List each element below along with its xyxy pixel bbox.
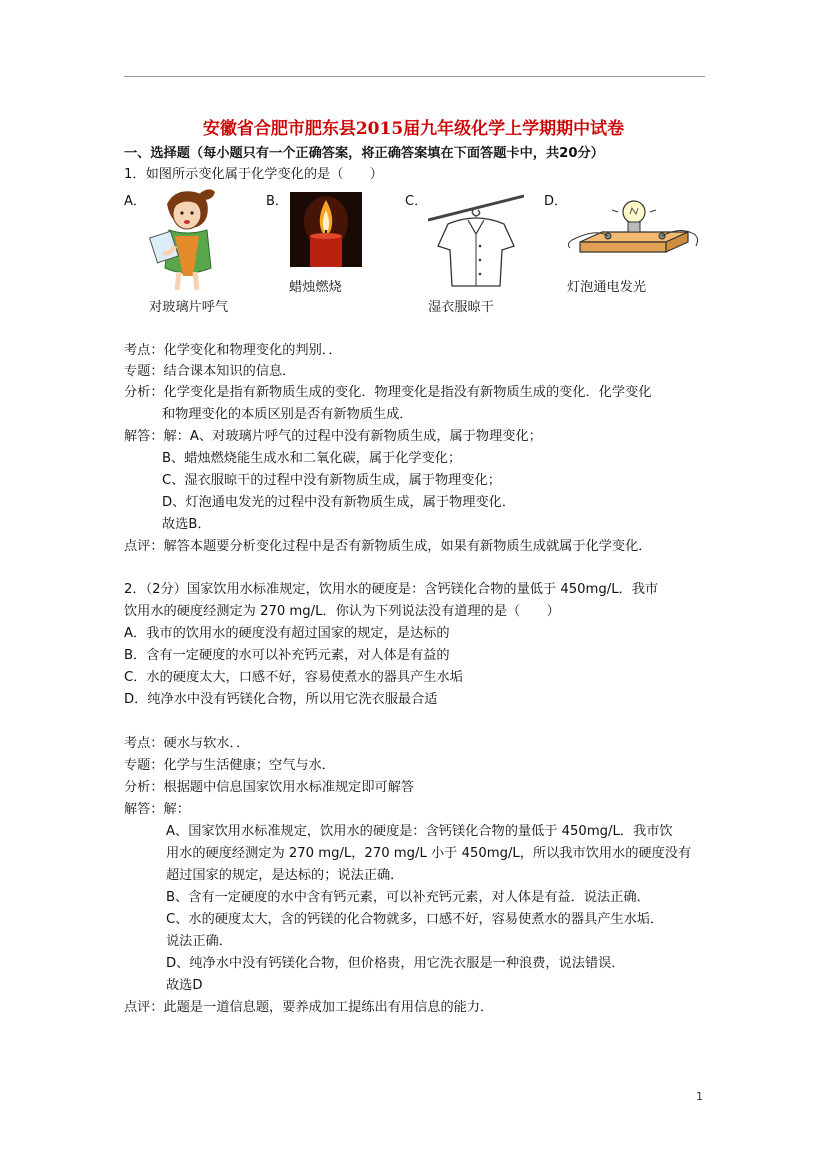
q1-option-a-label: A． — [124, 194, 146, 209]
shirt-on-clothesline-icon — [428, 190, 524, 292]
burning-candle-icon — [290, 192, 362, 267]
q2-stem-line-2: 饮用水的硬度经测定为 270 mg/L．你认为下列说法没有道理的是（ ） — [124, 604, 560, 619]
q2-jieda-line-1: A、国家饮用水标准规定，饮用水的硬度是：含钙镁化合物的量低于 450mg/L．我市饮 — [166, 824, 673, 839]
q1-option-a-caption: 对玻璃片呼气 — [149, 300, 229, 315]
q1-option-d-caption: 灯泡通电发光 — [567, 280, 647, 295]
q2-zhuanti: 专题：化学与生活健康；空气与水． — [124, 758, 335, 773]
q1-option-c-caption: 湿衣服晾干 — [428, 300, 494, 315]
q1-jieda-line-2: B、蜡烛燃烧能生成水和二氧化碳，属于化学变化； — [162, 451, 462, 466]
q2-jieda-line-5: C、水的硬度太大，含的钙镁的化合物就多，口感不好，容易使煮水的器具产生水垢． — [166, 912, 664, 927]
q2-jieda-line-2: 用水的硬度经测定为 270 mg/L，270 mg/L 小于 450mg/L，所以我市饮用水的硬度没有 — [166, 846, 692, 861]
q1-jieda-line-5: 故选B． — [162, 517, 211, 532]
q1-zhuanti: 专题：结合课本知识的信息． — [124, 364, 296, 379]
q2-jieda-line-4: B、含有一定硬度的水中含有钙元素，可以补充钙元素，对人体是有益．说法正确． — [166, 890, 650, 905]
q1-jieda-line-4: D、灯泡通电发光的过程中没有新物质生成，属于物理变化． — [162, 495, 516, 510]
q1-jieda-line-3: C、湿衣服晾干的过程中没有新物质生成，属于物理变化； — [162, 473, 501, 488]
q1-option-b-label: B． — [266, 194, 288, 209]
q2-stem-line-1: 2．（2分）国家饮用水标准规定，饮用水的硬度是：含钙镁化合物的量低于 450mg/L．我市 — [124, 582, 659, 597]
header-rule — [124, 76, 705, 77]
q2-option-c: C．水的硬度太大，口感不好，容易使煮水的器具产生水垢 — [124, 670, 463, 685]
q1-fenxi-line-2: 和物理变化的本质区别是否有新物质生成． — [162, 407, 413, 422]
q2-jieda-head: 解答：解： — [124, 802, 190, 817]
q1-jieda-line-1: 解答：解：A、对玻璃片呼气的过程中没有新物质生成，属于物理变化； — [124, 429, 542, 444]
q2-dianping: 点评：此题是一道信息题，要养成加工提练出有用信息的能力． — [124, 1000, 494, 1015]
q1-option-b-caption: 蜡烛燃烧 — [289, 280, 342, 295]
q1-option-d-label: D． — [544, 194, 568, 209]
page-number: 1 — [696, 1090, 703, 1103]
q2-option-b: B．含有一定硬度的水可以补充钙元素，对人体是有益的 — [124, 648, 450, 663]
page-title: 安徽省合肥市肥东县2015届九年级化学上学期期中试卷 — [202, 119, 625, 139]
q1-fenxi-line-1: 分析：化学变化是指有新物质生成的变化．物理变化是指没有新物质生成的变化．化学变化 — [124, 385, 652, 400]
q2-option-d: D．纯净水中没有钙镁化合物，所以用它洗衣服最合适 — [124, 692, 438, 707]
light-bulb-on-board-icon — [566, 198, 700, 260]
q2-fenxi: 分析：根据题中信息国家饮用水标准规定即可解答 — [124, 780, 415, 795]
q2-option-a: A．我市的饮用水的硬度没有超过国家的规定，是达标的 — [124, 626, 450, 641]
q2-kaodian: 考点：硬水与软水．． — [124, 736, 250, 751]
q2-jieda-line-6: 说法正确． — [166, 934, 232, 949]
q2-jieda-line-3: 超过国家的规定，是达标的；说法正确． — [166, 868, 404, 883]
girl-breathing-on-glass-icon — [145, 186, 223, 290]
q1-stem: 1．如图所示变化属于化学变化的是（ ） — [124, 167, 383, 182]
q1-option-c-label: C． — [405, 194, 428, 209]
section-heading: 一、选择题（每小题只有一个正确答案，将正确答案填在下面答题卡中，共20分） — [124, 146, 604, 161]
q1-dianping: 点评：解答本题要分析变化过程中是否有新物质生成，如果有新物质生成就属于化学变化． — [124, 539, 652, 554]
q1-kaodian: 考点：化学变化和物理变化的判别．． — [124, 343, 342, 358]
q2-jieda-line-8: 故选D — [166, 978, 203, 993]
q2-jieda-line-7: D、纯净水中没有钙镁化合物，但价格贵，用它洗衣服是一种浪费，说法错误． — [166, 956, 625, 971]
